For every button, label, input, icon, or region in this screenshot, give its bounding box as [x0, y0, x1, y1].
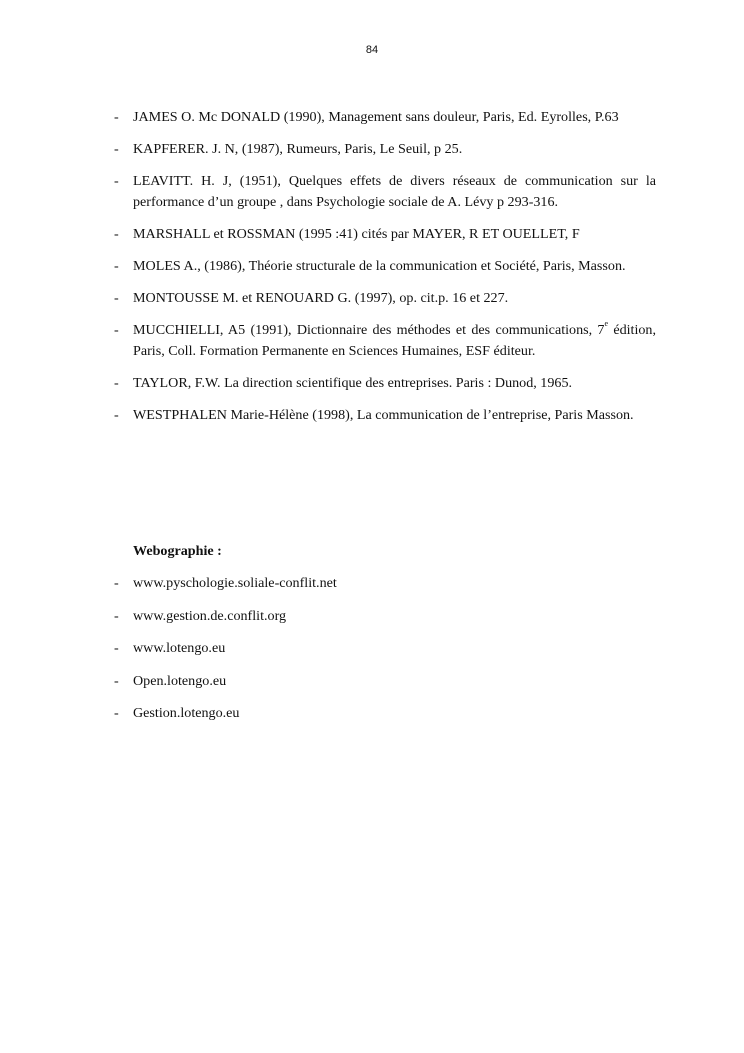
webography-entry: [114, 703, 656, 724]
bullet-dash: -: [114, 322, 119, 338]
bullet-dash: -: [114, 407, 119, 423]
bullet-dash: -: [114, 375, 119, 391]
bibliography-list: [114, 107, 656, 437]
reference-text: TAYLOR, F.W. La direction scientifique des entreprises. Paris : Dunod, 1965.: [133, 375, 573, 391]
webography-heading: Webographie :: [133, 543, 222, 559]
bibliography-entry: [114, 107, 656, 128]
reference-text: MUCCHIELLI, A5 (1991), Dictionnaire des méthodes et des communications, 7: [133, 322, 605, 338]
webography-entry: [114, 671, 656, 692]
bibliography-entry: [114, 256, 656, 277]
webography-entry: [114, 606, 656, 627]
bullet-dash: -: [114, 575, 119, 591]
website-link: www.pyschologie.soliale-conflit.net: [133, 575, 337, 591]
reference-text: MOLES A., (1986), Théorie structurale de la communication et Société, Paris, Masson.: [133, 258, 626, 274]
bibliography-entry: [114, 171, 656, 213]
website-link: www.lotengo.eu: [133, 640, 226, 656]
bibliography-entry: [114, 288, 656, 309]
bullet-dash: -: [114, 290, 119, 306]
website-link: Open.lotengo.eu: [133, 672, 227, 689]
bullet-dash: -: [114, 672, 119, 689]
bullet-dash: -: [114, 109, 119, 125]
bullet-dash: -: [114, 226, 119, 242]
bibliography-entry: [114, 373, 656, 394]
bullet-dash: -: [114, 705, 119, 721]
reference-text: JAMES O. Mc DONALD (1990), Management sans douleur, Paris, Ed. Eyrolles, P.63: [133, 109, 619, 125]
reference-text: MARSHALL et ROSSMAN (1995 :41) cités par MAYER, R ET OUELLET, F: [133, 226, 580, 242]
superscript: e: [604, 319, 609, 328]
reference-text: WESTPHALEN Marie-Hélène (1998), La communication de l’entreprise, Paris Masson.: [133, 407, 634, 423]
reference-text: LEAVITT. H. J, (1951), Quelques effets de divers réseaux de communication sur la performance d’un groupe , dans Psychologie sociale de A. Lévy p 293-316.: [133, 173, 656, 210]
reference-text-continued: édition, Paris, Coll. Formation Permanente en Sciences Humaines, ESF éditeur.: [133, 322, 656, 359]
bibliography-entry: [114, 320, 656, 362]
bullet-dash: -: [114, 640, 119, 656]
bibliography-entry: [114, 405, 656, 426]
reference-text: MONTOUSSE M. et RENOUARD G. (1997), op. cit.p. 16 et 227.: [133, 290, 509, 306]
website-link: Gestion.lotengo.eu: [133, 705, 240, 721]
website-link: www.gestion.de.conflit.org: [133, 607, 287, 624]
bullet-dash: -: [114, 258, 119, 274]
page-number: 84: [365, 44, 379, 56]
webography-list: [114, 573, 656, 736]
webography-entry: [114, 638, 656, 659]
bullet-dash: -: [114, 173, 119, 189]
bullet-dash: -: [114, 607, 119, 624]
bibliography-entry: [114, 224, 656, 245]
bibliography-entry: [114, 139, 656, 160]
reference-text: KAPFERER. J. N, (1987), Rumeurs, Paris, Le Seuil, p 25.: [133, 141, 463, 157]
webography-entry: [114, 573, 656, 594]
bullet-dash: -: [114, 141, 119, 157]
